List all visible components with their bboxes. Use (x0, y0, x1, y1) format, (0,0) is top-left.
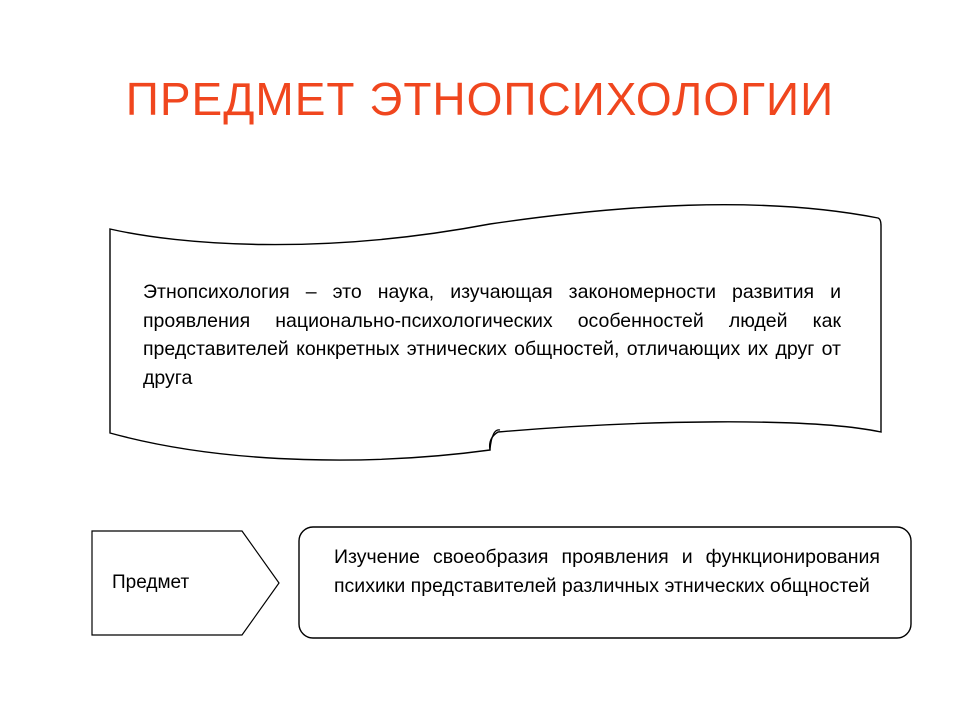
definition-text: Этнопсихология – это наука, изучающая закономерности развития и проявления национально-психологических особенностей людей как представителей конкретных этнических общностей, отличающих их друг от друга (143, 281, 841, 389)
slide-title: ПРЕДМЕТ ЭТНОПСИХОЛОГИИ (125, 73, 835, 125)
subject-description: Изучение своеобразия проявления и функционирования психики представителей различных этнических общностей (334, 546, 880, 597)
subject-label: Предмет (112, 572, 190, 593)
